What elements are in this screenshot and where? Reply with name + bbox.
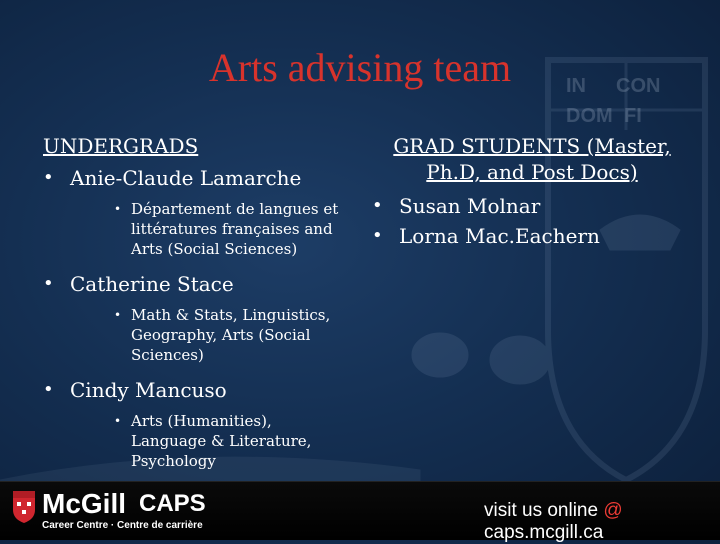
detail-line: Language & Literature, <box>131 432 312 450</box>
advisor-name: • Cindy Mancuso <box>43 377 363 403</box>
advisor-detail-item <box>43 411 363 471</box>
visit-url: caps.mcgill.ca <box>484 522 604 543</box>
advisor-detail-item <box>43 199 363 259</box>
detail-line: Département de langues et <box>131 200 339 218</box>
detail-line: Arts (Social Sciences) <box>131 240 298 258</box>
detail-line: littératures françaises and <box>131 220 333 238</box>
advisor-name: • Catherine Stace <box>43 271 363 297</box>
brand-caps: CAPS <box>139 490 206 517</box>
grad-heading-line: GRAD STUDENTS (Master, <box>393 134 671 158</box>
detail-line: Geography, Arts (Social <box>131 326 311 344</box>
advisor-detail <box>114 199 363 259</box>
advisor-detail <box>114 411 363 471</box>
slide-title: Arts advising team <box>208 45 512 90</box>
watermark-word: CON <box>616 75 661 97</box>
visit-link[interactable] <box>484 500 720 544</box>
advisor-detail-item <box>43 305 363 365</box>
advisor-name: • Anie-Claude Lamarche <box>43 165 363 191</box>
visit-text: visit us online <box>484 500 604 521</box>
undergrads-heading: UNDERGRADS <box>43 134 199 158</box>
grad-column <box>372 133 692 251</box>
grad-advisor-list <box>372 191 692 251</box>
undergrad-advisor-list <box>43 165 363 471</box>
watermark-word: FI <box>624 105 642 127</box>
grad-heading <box>372 133 692 185</box>
detail-line: Arts (Humanities), <box>131 412 272 430</box>
undergrads-column <box>43 133 363 471</box>
watermark-word: IN <box>566 75 586 97</box>
detail-line: Math & Stats, Linguistics, <box>131 306 331 324</box>
mcgill-shield-icon <box>12 490 36 524</box>
advisor-detail <box>114 305 363 365</box>
at-symbol: @ <box>603 500 623 521</box>
brand-subtitle: Career Centre · Centre de carrière <box>42 520 203 531</box>
advisor-name: • Susan Molnar <box>372 191 692 221</box>
watermark-word: DOM <box>566 105 613 127</box>
footer-bar <box>0 481 720 543</box>
advisor-name: • Lorna Mac.Eachern <box>372 221 692 251</box>
grad-heading-line: Ph.D, and Post Docs) <box>426 160 638 184</box>
brand-mcgill: McGill <box>42 488 127 519</box>
detail-line: Psychology <box>131 452 216 470</box>
detail-line: Sciences) <box>131 346 204 364</box>
